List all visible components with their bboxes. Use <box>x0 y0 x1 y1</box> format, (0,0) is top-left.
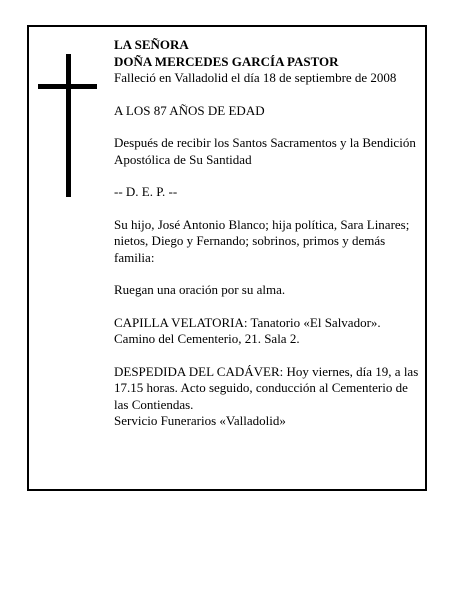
death-line: Falleció en Valladolid el día 18 de septiembre de 2008 <box>114 70 397 85</box>
obituary-text <box>114 37 420 430</box>
farewell-line: DESPEDIDA DEL CADÁVER: Hoy viernes, día 19, a las 17.15 horas. Acto seguido, conducción al Cementerio de las Contiendas. <box>114 363 419 412</box>
sacraments-line: Después de recibir los Santos Sacramentos y la Bendición Apostólica de Su Santidad <box>114 135 416 167</box>
cross-icon-bar <box>38 84 97 89</box>
age-line: A LOS 87 AÑOS DE EDAD <box>114 102 265 118</box>
chapel-line: CAPILLA VELATORIA: Tanatorio «El Salvador». Camino del Cementerio, 21. Sala 2. <box>114 314 381 346</box>
prayer-line: Ruegan una oración por su alma. <box>114 282 286 297</box>
family-line: Su hijo, José Antonio Blanco; hija política, Sara Linares; nietos, Diego y Fernando; sobrinos, primos y demás familia: <box>114 216 410 265</box>
dep-line: -- D. E. P. -- <box>114 184 178 199</box>
funeral-service-line: Servicio Funerarios «Valladolid» <box>114 413 286 428</box>
title-line: LA SEÑORA <box>114 37 189 52</box>
deceased-name: DOÑA MERCEDES GARCÍA PASTOR <box>114 53 339 69</box>
cross-icon <box>66 54 71 197</box>
